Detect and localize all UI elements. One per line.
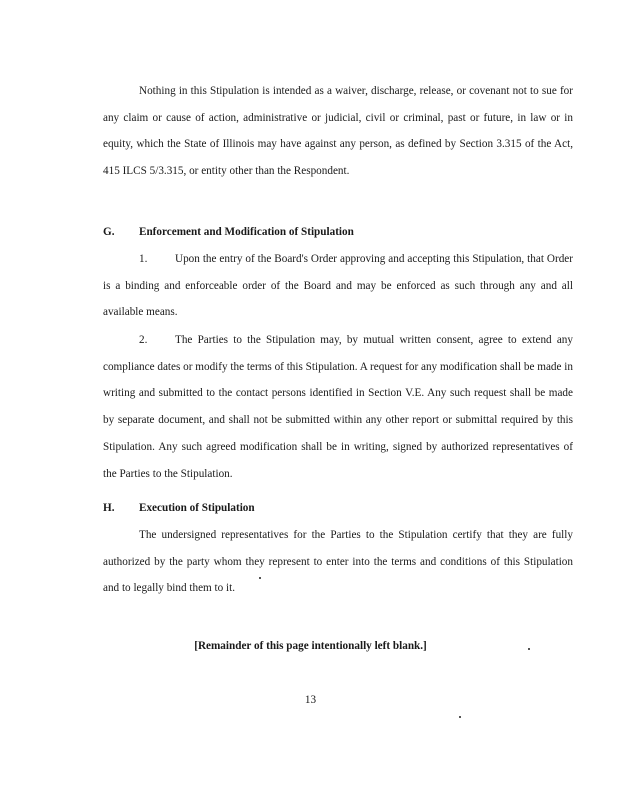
- section-g-item-2-number: 2.: [139, 334, 148, 346]
- section-h-paragraph: [103, 522, 573, 602]
- section-g-item-1: [103, 246, 573, 326]
- page-number: 13: [304, 694, 317, 706]
- section-h-title: Execution of Stipulation: [139, 502, 255, 514]
- paragraph-intro: [103, 78, 573, 185]
- scan-speck: [459, 716, 461, 718]
- section-g-item-1-text: Upon the entry of the Board's Order approving and accepting this Stipulation, that Order is a binding and enforceable order of the Board and may be enforced as such through any and all available means.: [103, 253, 573, 319]
- section-g-heading: [103, 226, 354, 238]
- section-h-letter: H.: [103, 502, 115, 514]
- paragraph-intro-text: Nothing in this Stipulation is intended as a waiver, discharge, release, or covenant not to sue for any claim or cause of action, administrative or judicial, civil or criminal, past or future, in law or in equity, which the State of Illinois may have against any person, as defined by Section 3.315 of the Act, 415 ILCS 5/3.315, or entity other than the Respondent.: [103, 85, 573, 178]
- section-g-title: Enforcement and Modification of Stipulation: [139, 226, 354, 238]
- scan-speck: [259, 577, 261, 579]
- section-h-text: The undersigned representatives for the Parties to the Stipulation certify that they are fully authorized by the party whom they represent to enter into the terms and conditions of this Stipulation and to legally bind them to it.: [103, 529, 573, 595]
- scan-speck: [528, 648, 530, 650]
- remainder-note: [Remainder of this page intentionally left blank.]: [194, 640, 427, 652]
- section-g-item-2-text: The Parties to the Stipulation may, by mutual written consent, agree to extend any compliance dates or modify the terms of this Stipulation. A request for any modification shall be made in writing and submitted to the contact persons identified in Section V.E. Any such request shall be made by separate document, and shall not be submitted within any other report or submittal required by this Stipulation. Any such agreed modification shall be in writing, signed by authorized representatives of the Parties to the Stipulation.: [103, 334, 573, 480]
- section-g-item-1-number: 1.: [139, 253, 148, 265]
- section-g-letter: G.: [103, 226, 115, 238]
- section-h-heading: [103, 502, 255, 514]
- section-g-item-2: [103, 327, 573, 487]
